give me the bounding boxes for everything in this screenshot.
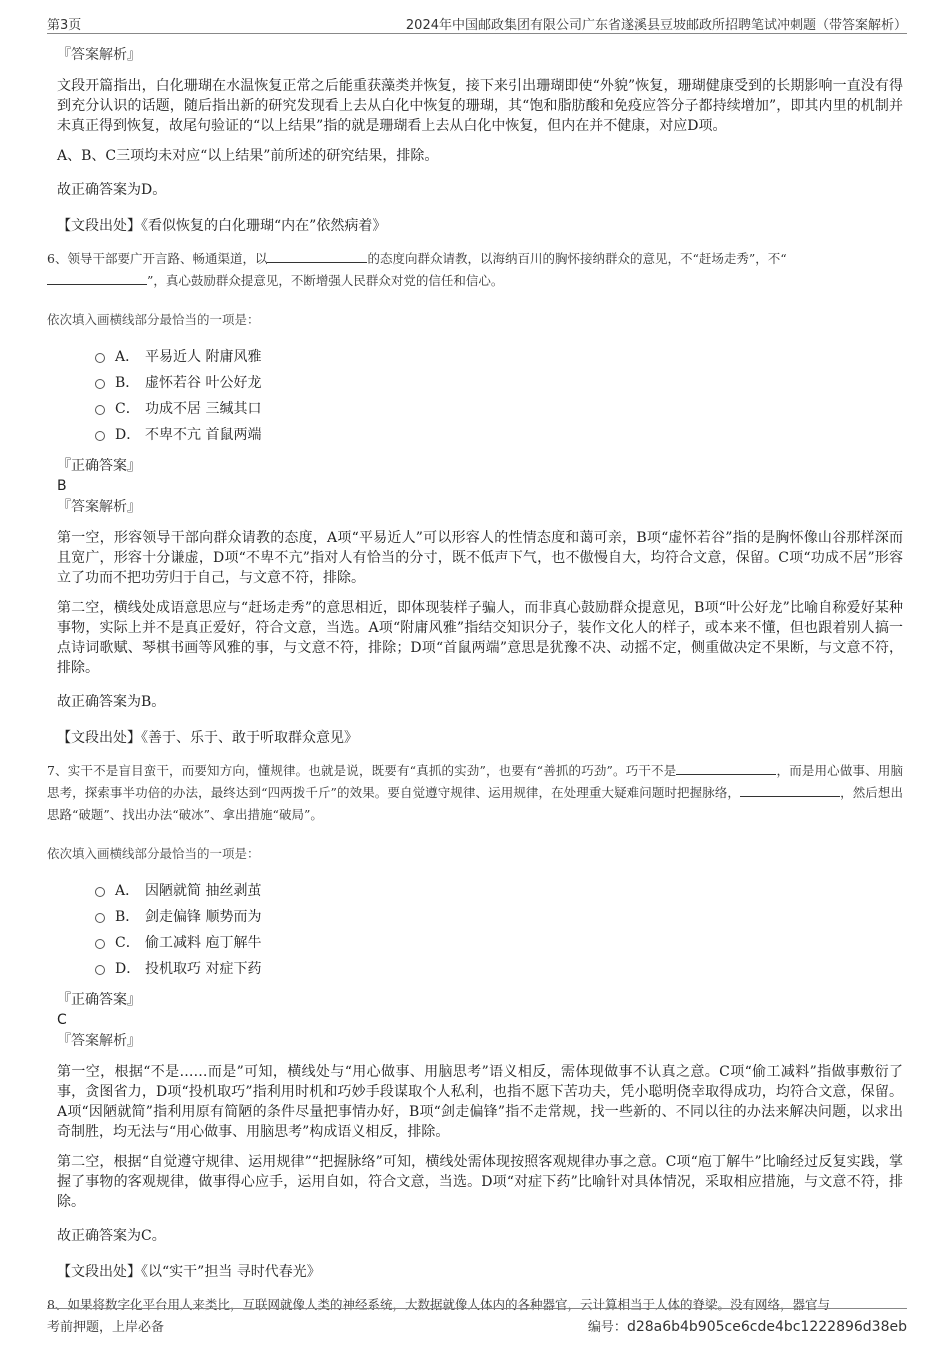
- q7-source: 【文段出处】《以“实干”担当 寻时代春光》: [57, 1264, 321, 1280]
- q7-option-c[interactable]: C． 偷工减料 庖丁解牛: [95, 930, 903, 956]
- q6-blank-2: [47, 270, 147, 285]
- q5-analysis-paragraph-2: A、B、C三项均未对应“以上结果”前所述的研究结果，排除。: [57, 148, 439, 164]
- q6-analysis-paragraph-1: 第一空，形容领导干部向群众请教的态度，A项“平易近人”可以形容人的性情态度和蔼可亲，B项“虚怀若谷”指的是胸怀像山谷那样深而且宽广，形容十分谦虚，D项“不卑不亢”指对人有恰当的分寸，既不低声下气，也不傲慢自大，均符合文意，保留。C项“功成不居”形容立了功而不把功劳归于自己，与文意不符，排除。: [57, 530, 903, 586]
- q7-instruction: 依次填入画横线部分最恰当的一项是：: [47, 846, 260, 861]
- q7-analysis-label: 『答案解析』: [57, 1033, 141, 1049]
- q6-options: [95, 344, 903, 448]
- q6-answer-line: 故正确答案为B。: [57, 694, 166, 710]
- q7-blank-1: [676, 760, 776, 775]
- q7-correct-value: C: [57, 1012, 67, 1028]
- radio-icon[interactable]: [95, 965, 105, 975]
- q6-source: 【文段出处】《善于、乐于、敢于听取群众意见》: [57, 730, 358, 746]
- q8-stem: 8、如果将数字化平台用人来类比，互联网就像人类的神经系统，大数据就像人体内的各种器官，云计算相当于人体的脊梁。没有网络，器官与: [47, 1297, 830, 1312]
- page-header: [47, 11, 907, 34]
- radio-icon[interactable]: [95, 405, 105, 415]
- radio-icon[interactable]: [95, 887, 105, 897]
- q6-option-d[interactable]: D． 不卑不亢 首鼠两端: [95, 422, 903, 448]
- document-code: [588, 1316, 907, 1335]
- q6-stem: 6、领导干部要广开言路、畅通渠道，以 的态度向群众请教，以海纳百川的胸怀接纳群众的意见，不“赶场走秀”，不“ ”，真心鼓励群众提意见，不断增强人民群众对党的信任和信心。: [47, 248, 903, 292]
- radio-icon[interactable]: [95, 939, 105, 949]
- q5-source: 【文段出处】《看似恢复的白化珊瑚“内在”依然病着》: [57, 218, 387, 234]
- code-label: 编号：: [587, 1320, 627, 1335]
- document-title: 2024年中国邮政集团有限公司广东省遂溪县豆坡邮政所招聘笔试冲刺题（带答案解析）: [405, 18, 907, 33]
- q7-analysis-paragraph-2: 第二空，根据“自觉遵守规律、运用规律”“把握脉络”可知，横线处需体现按照客观规律办事之意。C项“庖丁解牛”比喻经过反复实践，掌握了事物的客观规律，做事得心应手，运用自如，符合文意，当选。D项“对症下药”比喻针对具体情况，采取相应措施，与文意不符，排除。: [57, 1154, 903, 1210]
- page-footer: [47, 1308, 907, 1337]
- footer-slogan: 考前押题，上岸必备: [47, 1320, 165, 1335]
- code-value: d28a6b4b905ce6cde4bc1222896d38eb: [626, 1319, 907, 1335]
- q6-analysis-label: 『答案解析』: [57, 499, 141, 515]
- q7-analysis-paragraph-1: 第一空，根据“不是……而是”可知，横线处与“用心做事、用脑思考”语义相反，需体现做事不认真之意。C项“偷工减料”指做事敷衍了事，贪图省力，D项“投机取巧”指利用时机和巧妙手段谋取个人私利，也指不愿下苦功夫，凭小聪明侥幸取得成功，均符合文意，保留。A项“因陋就简”指利用原有简陋的条件尽量把事情办好，B项“剑走偏锋”指不走常规，找一些新的、不同以往的办法来解决问题，以求出奇制胜，均无法与“用心做事、用脑思考”构成语义相反，排除。: [57, 1064, 903, 1140]
- q7-correct-label: 『正确答案』: [57, 992, 141, 1008]
- q6-analysis-paragraph-2: 第二空，横线处成语意思应与“赶场走秀”的意思相近，即体现装样子骗人，而非真心鼓励群众提意见，B项“叶公好龙”比喻自称爱好某种事物，实际上并不是真正爱好，符合文意，当选。A项“附庸风雅”指结交知识分子，装作文化人的样子，或本来不懂，但也跟着别人搞一点诗词歌赋、琴棋书画等风雅的事，与文意不符，排除；D项“首鼠两端”意思是犹豫不决、动摇不定，侧重做决定不果断，与文意不符，排除。: [57, 600, 903, 676]
- radio-icon[interactable]: [95, 913, 105, 923]
- q6-option-c[interactable]: C． 功成不居 三缄其口: [95, 396, 903, 422]
- page-content: [47, 44, 903, 1322]
- q7-stem: 7、实干不是盲目蛮干，而要知方向，懂规律。也就是说，既要有“真抓的实劲”，也要有“善抓的巧劲”。巧干不是 ，而是用心做事、用脑思考，探索事半功倍的办法，最终达到“四两拨千斤”的效果。要自觉遵守规律、运用规律，在处理重大疑难问题时把握脉络， ，然后想出思路“破题”、找出办法“破冰”、拿出措施“破局”。: [47, 760, 903, 826]
- q7-answer-line: 故正确答案为C。: [57, 1228, 166, 1244]
- q6-instruction: 依次填入画横线部分最恰当的一项是：: [47, 312, 260, 327]
- q6-blank-1: [267, 248, 367, 263]
- q7-option-b[interactable]: B． 剑走偏锋 顺势而为: [95, 904, 903, 930]
- q5-analysis-paragraph-1: 文段开篇指出，白化珊瑚在水温恢复正常之后能重获藻类并恢复，接下来引出珊瑚即使“外貌”恢复，珊瑚健康受到的长期影响一直没有得到充分认识的话题，随后指出新的研究发现看上去从白化中恢复的珊瑚，其“饱和脂肪酸和免疫应答分子都持续增加”，即其内里的机制并未真正得到恢复，故尾句验证的“以上结果”指的就是珊瑚看上去从白化中恢复，但内在并不健康，对应D项。: [57, 78, 903, 134]
- q7-option-a[interactable]: A． 因陋就简 抽丝剥茧: [95, 878, 903, 904]
- q7-options: [95, 878, 903, 982]
- page-number: 第3页: [47, 18, 82, 33]
- q7-blank-2: [740, 782, 840, 797]
- radio-icon[interactable]: [95, 353, 105, 363]
- q5-analysis-label: 『答案解析』: [57, 47, 141, 63]
- q7-option-d[interactable]: D． 投机取巧 对症下药: [95, 956, 903, 982]
- radio-icon[interactable]: [95, 431, 105, 441]
- q6-option-a[interactable]: A． 平易近人 附庸风雅: [95, 344, 903, 370]
- radio-icon[interactable]: [95, 379, 105, 389]
- q6-correct-label: 『正确答案』: [57, 458, 141, 474]
- q5-answer-line: 故正确答案为D。: [57, 182, 167, 198]
- q6-option-b[interactable]: B． 虚怀若谷 叶公好龙: [95, 370, 903, 396]
- q6-correct-value: B: [57, 478, 67, 494]
